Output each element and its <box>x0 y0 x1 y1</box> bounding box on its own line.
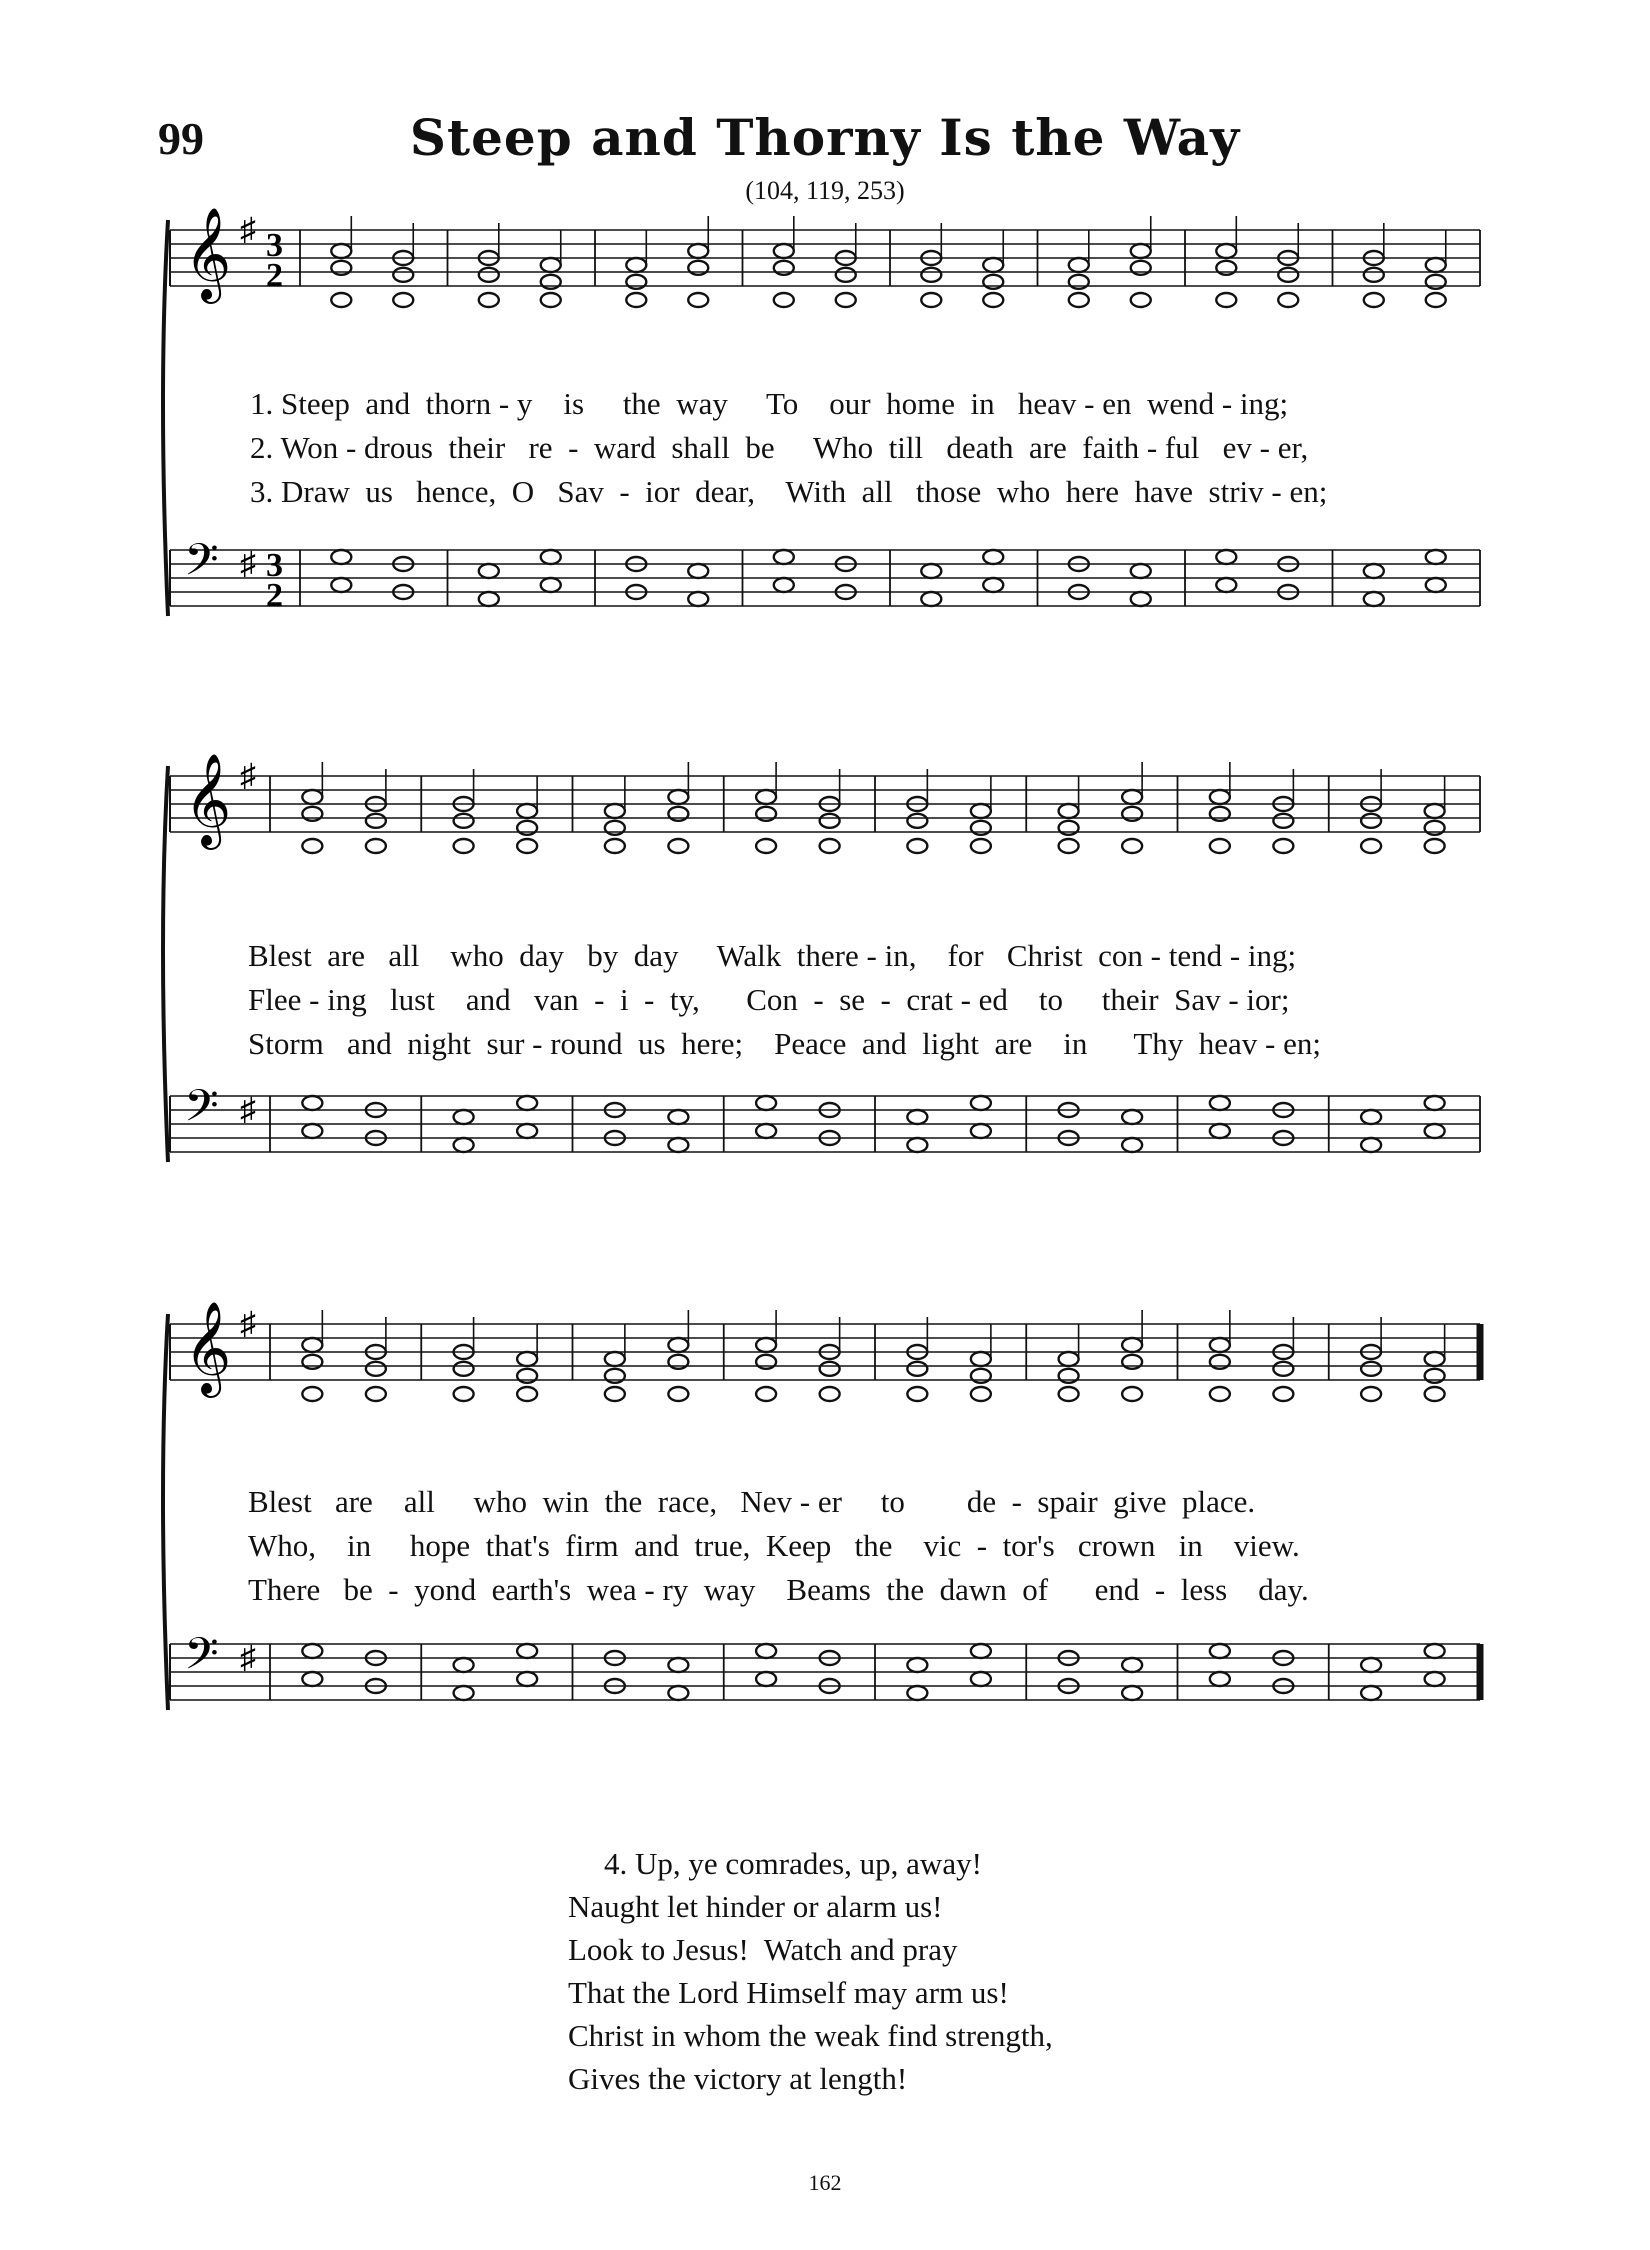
hymn-title: Steep and Thorny Is the Way <box>409 108 1241 167</box>
stanza-4 <box>568 1842 1053 2100</box>
note-head <box>1273 1362 1293 1376</box>
note-head <box>454 839 474 853</box>
note-head <box>774 293 794 307</box>
note-head <box>626 293 646 307</box>
note-head <box>688 564 708 578</box>
note-head <box>302 1096 322 1110</box>
stanza-line: Naught let hinder or alarm us! <box>568 1889 943 1924</box>
note-head <box>668 1338 688 1352</box>
note-head <box>907 1686 927 1700</box>
note-head <box>983 258 1003 272</box>
note-head <box>668 839 688 853</box>
note-head <box>668 1110 688 1124</box>
note-head <box>1216 578 1236 592</box>
note-head <box>1210 1096 1230 1110</box>
note-head <box>1426 578 1446 592</box>
time-sig-top: 3 <box>266 547 283 584</box>
note-head <box>366 1362 386 1376</box>
note-head <box>479 268 499 282</box>
note-head <box>1364 268 1384 282</box>
note-head <box>1364 293 1384 307</box>
note-head <box>1131 592 1151 606</box>
note-head <box>1122 1658 1142 1672</box>
note-head <box>971 1644 991 1658</box>
note-head <box>907 1362 927 1376</box>
note-head <box>1426 293 1446 307</box>
note-head <box>668 1138 688 1152</box>
note-head <box>1425 1096 1445 1110</box>
note-head <box>302 1644 322 1658</box>
note-head <box>1273 839 1293 853</box>
note-head <box>820 839 840 853</box>
sharp-icon: ♯ <box>240 757 256 793</box>
note-head <box>921 293 941 307</box>
lyric-line: Blest are all who win the race, Nev - er to de - spair give place. <box>248 1484 1256 1519</box>
stanza-line: Look to Jesus! Watch and pray <box>568 1932 958 1967</box>
note-head <box>479 293 499 307</box>
note-head <box>971 1387 991 1401</box>
note-head <box>479 564 499 578</box>
note-head <box>1122 1110 1142 1124</box>
note-head <box>1210 1338 1230 1352</box>
note-head <box>541 258 561 272</box>
note-head <box>1122 1686 1142 1700</box>
note-head <box>1210 1644 1230 1658</box>
treble-clef-icon: 𝄞 <box>184 752 232 846</box>
note-head <box>1425 839 1445 853</box>
note-head <box>517 1672 537 1686</box>
note-head <box>479 592 499 606</box>
note-head <box>1216 244 1236 258</box>
note-head <box>756 839 776 853</box>
note-head <box>517 839 537 853</box>
note-head <box>971 1124 991 1138</box>
note-head <box>756 1096 776 1110</box>
note-head <box>454 1110 474 1124</box>
lyric-line: Flee - ing lust and van - i - ty, Con - se - crat - ed to their Sav - ior; <box>248 982 1290 1017</box>
note-head <box>1425 804 1445 818</box>
note-head <box>820 1362 840 1376</box>
lyric-line: Blest are all who day by day Walk there - in, for Christ con - tend - ing; <box>248 938 1297 973</box>
note-head <box>983 578 1003 592</box>
note-head <box>1426 258 1446 272</box>
note-head <box>756 1672 776 1686</box>
note-head <box>1059 1387 1079 1401</box>
note-head <box>1069 293 1089 307</box>
note-head <box>302 1124 322 1138</box>
note-head <box>1278 293 1298 307</box>
note-head <box>836 268 856 282</box>
note-head <box>1216 550 1236 564</box>
note-head <box>971 1672 991 1686</box>
note-head <box>454 1362 474 1376</box>
note-head <box>983 293 1003 307</box>
note-head <box>1425 1352 1445 1366</box>
note-head <box>774 550 794 564</box>
lyric-line: 2. Won - drous their re - ward shall be Who till death are faith - ful ev - er, <box>250 430 1309 465</box>
note-head <box>1131 244 1151 258</box>
note-head <box>1122 1338 1142 1352</box>
note-head <box>1210 1124 1230 1138</box>
note-head <box>454 1686 474 1700</box>
note-head <box>1131 293 1151 307</box>
note-head <box>1361 814 1381 828</box>
note-head <box>1210 1672 1230 1686</box>
note-head <box>302 790 322 804</box>
note-head <box>907 814 927 828</box>
note-head <box>1122 1387 1142 1401</box>
music-system-3 <box>160 1294 1490 1774</box>
note-head <box>820 814 840 828</box>
note-head <box>1216 293 1236 307</box>
note-head <box>971 839 991 853</box>
note-head <box>605 1387 625 1401</box>
note-head <box>454 1387 474 1401</box>
note-head <box>1425 1672 1445 1686</box>
note-head <box>1273 1387 1293 1401</box>
note-head <box>541 293 561 307</box>
note-head <box>1059 804 1079 818</box>
note-head <box>1122 1138 1142 1152</box>
note-head <box>302 839 322 853</box>
note-head <box>774 244 794 258</box>
note-head <box>971 1096 991 1110</box>
cross-references: (104, 119, 253) <box>745 176 905 205</box>
note-head <box>668 1658 688 1672</box>
lyric-line: There be - yond earth's wea - ry way Beams the dawn of end - less day. <box>248 1572 1309 1607</box>
note-head <box>1278 268 1298 282</box>
note-head <box>1425 1644 1445 1658</box>
note-head <box>1361 1110 1381 1124</box>
note-head <box>517 1387 537 1401</box>
music-system-2 <box>160 746 1490 1226</box>
note-head <box>517 1096 537 1110</box>
note-head <box>366 839 386 853</box>
note-head <box>1364 592 1384 606</box>
stanza-line: Gives the victory at length! <box>568 2061 908 2096</box>
note-head <box>1361 839 1381 853</box>
note-head <box>1361 1138 1381 1152</box>
note-head <box>517 1644 537 1658</box>
note-head <box>1361 1362 1381 1376</box>
note-head <box>820 1387 840 1401</box>
note-head <box>1069 258 1089 272</box>
note-head <box>756 790 776 804</box>
note-head <box>454 814 474 828</box>
bass-clef-icon: 𝄢 <box>184 1079 219 1143</box>
note-head <box>605 1352 625 1366</box>
note-head <box>688 592 708 606</box>
note-head <box>541 578 561 592</box>
note-head <box>1122 839 1142 853</box>
note-head <box>836 293 856 307</box>
note-head <box>1210 839 1230 853</box>
bass-clef-icon: 𝄢 <box>184 533 219 597</box>
note-head <box>907 839 927 853</box>
note-head <box>907 1658 927 1672</box>
note-head <box>1210 1387 1230 1401</box>
note-head <box>302 1338 322 1352</box>
note-head <box>393 268 413 282</box>
note-head <box>517 1124 537 1138</box>
note-head <box>756 1124 776 1138</box>
brace <box>163 220 168 616</box>
note-head <box>605 804 625 818</box>
note-head <box>1122 790 1142 804</box>
bass-clef-icon: 𝄢 <box>184 1627 219 1691</box>
note-head <box>1425 1124 1445 1138</box>
note-head <box>626 258 646 272</box>
note-head <box>517 1352 537 1366</box>
time-sig-bottom: 2 <box>266 577 283 614</box>
stanza-line: 4. Up, ye comrades, up, away! <box>604 1846 982 1881</box>
sharp-icon: ♯ <box>240 1305 256 1341</box>
note-head <box>688 244 708 258</box>
note-head <box>907 1138 927 1152</box>
note-head <box>971 1352 991 1366</box>
time-sig-bottom: 2 <box>266 257 283 294</box>
note-head <box>331 244 351 258</box>
note-head <box>605 839 625 853</box>
note-head <box>366 1387 386 1401</box>
note-head <box>393 293 413 307</box>
lyric-line: 1. Steep and thorn - y is the way To our home in heav - en wend - ing; <box>250 386 1289 421</box>
note-head <box>302 1672 322 1686</box>
note-head <box>1426 550 1446 564</box>
stanza-line: Christ in whom the weak find strength, <box>568 2018 1053 2053</box>
time-sig-top: 3 <box>266 227 283 264</box>
note-head <box>1361 1686 1381 1700</box>
brace <box>163 1314 168 1710</box>
note-head <box>756 1387 776 1401</box>
note-head <box>668 790 688 804</box>
note-head <box>1273 814 1293 828</box>
note-head <box>517 804 537 818</box>
note-head <box>756 1644 776 1658</box>
note-head <box>921 268 941 282</box>
note-head <box>1131 564 1151 578</box>
sharp-icon: ♯ <box>240 1639 256 1675</box>
note-head <box>756 1338 776 1352</box>
note-head <box>688 293 708 307</box>
brace <box>163 766 168 1162</box>
stanza-line: That the Lord Himself may arm us! <box>568 1975 1009 2010</box>
note-head <box>971 804 991 818</box>
note-head <box>907 1110 927 1124</box>
note-head <box>302 1387 322 1401</box>
note-head <box>907 1387 927 1401</box>
sharp-icon: ♯ <box>240 545 256 581</box>
note-head <box>1364 564 1384 578</box>
note-head <box>668 1686 688 1700</box>
treble-clef-icon: 𝄞 <box>184 1300 232 1394</box>
treble-clef-icon: 𝄞 <box>184 206 232 300</box>
music-system-1 <box>160 200 1490 680</box>
note-head <box>454 1658 474 1672</box>
note-head <box>1059 1352 1079 1366</box>
hymn-number: 99 <box>158 113 204 164</box>
note-head <box>454 1138 474 1152</box>
note-head <box>331 578 351 592</box>
note-head <box>541 550 561 564</box>
page-number: 162 <box>808 2170 842 2195</box>
note-head <box>1210 790 1230 804</box>
lyric-line: 3. Draw us hence, O Sav - ior dear, With all those who here have striv - en; <box>250 474 1328 509</box>
note-head <box>331 550 351 564</box>
lyric-line: Storm and night sur - round us here; Peace and light are in Thy heav - en; <box>248 1026 1321 1061</box>
note-head <box>668 1387 688 1401</box>
note-head <box>1361 1387 1381 1401</box>
note-head <box>1425 1387 1445 1401</box>
note-head <box>331 293 351 307</box>
note-head <box>366 814 386 828</box>
note-head <box>774 578 794 592</box>
note-head <box>921 564 941 578</box>
sharp-icon: ♯ <box>240 211 256 247</box>
lyric-line: Who, in hope that's firm and true, Keep the vic - tor's crown in view. <box>248 1528 1300 1563</box>
note-head <box>921 592 941 606</box>
note-head <box>1059 839 1079 853</box>
sharp-icon: ♯ <box>240 1091 256 1127</box>
note-head <box>983 550 1003 564</box>
note-head <box>1361 1658 1381 1672</box>
